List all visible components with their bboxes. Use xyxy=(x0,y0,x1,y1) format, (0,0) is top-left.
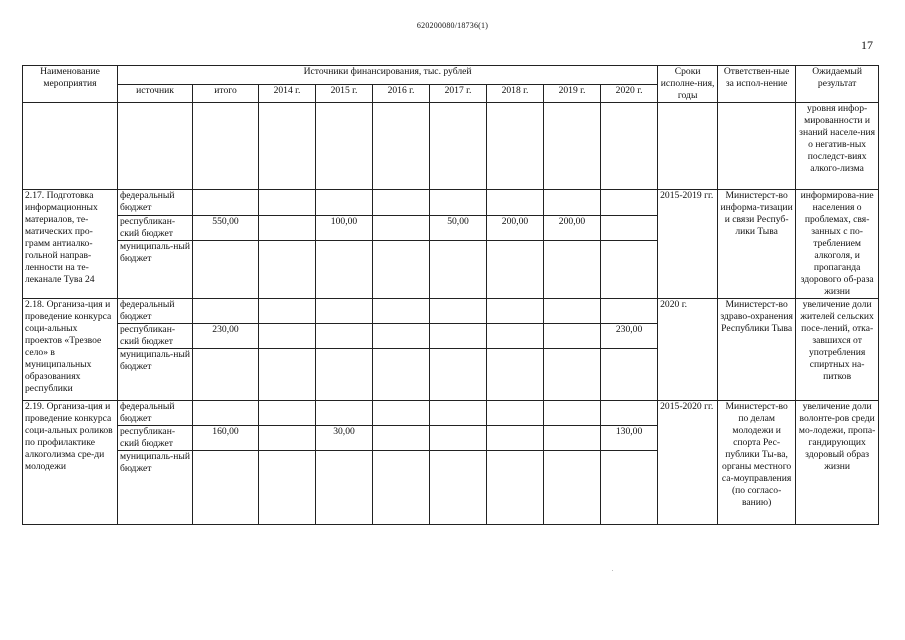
activity-term: 2015-2020 гг. xyxy=(658,401,718,525)
value-y2020: 230,00 xyxy=(601,324,658,349)
value-y2017 xyxy=(430,324,487,349)
value-y2017 xyxy=(430,299,487,324)
header-name: Наименование мероприятия xyxy=(23,66,118,103)
value-y2018: 200,00 xyxy=(487,215,544,241)
value-y2019 xyxy=(544,401,601,426)
value-y2016 xyxy=(373,349,430,401)
value-y2016 xyxy=(373,215,430,241)
value-y2018 xyxy=(487,190,544,216)
scan-speck xyxy=(612,570,613,571)
value-y2014 xyxy=(259,190,316,216)
header-year-2016: 2016 г. xyxy=(373,84,430,103)
total-value: 550,00 xyxy=(193,215,259,241)
source-municipal: муниципаль-ный бюджет xyxy=(118,241,193,299)
header-year-2015: 2015 г. xyxy=(316,84,373,103)
header-year-2017: 2017 г. xyxy=(430,84,487,103)
value-y2015 xyxy=(316,451,373,525)
activities-table xyxy=(22,65,879,525)
source-republican: республикан-ский бюджет xyxy=(118,426,193,451)
header-year-2019: 2019 г. xyxy=(544,84,601,103)
total-value xyxy=(193,190,259,216)
value-y2016 xyxy=(373,451,430,525)
value-y2015 xyxy=(316,324,373,349)
value-y2015 xyxy=(316,190,373,216)
value-y2014 xyxy=(259,349,316,401)
total-value: 230,00 xyxy=(193,324,259,349)
value-y2017: 50,00 xyxy=(430,215,487,241)
value-y2016 xyxy=(373,241,430,299)
value-y2016 xyxy=(373,299,430,324)
value-y2020 xyxy=(601,349,658,401)
value-y2018 xyxy=(487,299,544,324)
activity-responsible: Министерст-во по делам молодежи и спорта Рес-публики Ты-ва, органы местного са-моуправления (по согласо-ванию) xyxy=(718,401,796,525)
activity-name: 2.18. Организа-ция и проведение конкурса соци-альных проектов «Трезвое село» в муниципальных образованиях республики xyxy=(23,299,118,401)
value-y2020 xyxy=(601,241,658,299)
total-value: 160,00 xyxy=(193,426,259,451)
value-y2017 xyxy=(430,426,487,451)
total-value xyxy=(193,451,259,525)
value-y2018 xyxy=(487,401,544,426)
source-federal: федеральный бюджет xyxy=(118,401,193,426)
table-row xyxy=(23,299,879,324)
value-y2014 xyxy=(259,241,316,299)
value-y2016 xyxy=(373,426,430,451)
header-source: источник xyxy=(118,84,193,103)
value-y2018 xyxy=(487,349,544,401)
total-value xyxy=(193,299,259,324)
activity-responsible: Министерст-во здраво-охранения Республики Тыва xyxy=(718,299,796,401)
value-y2018 xyxy=(487,324,544,349)
activity-responsible: Министерст-во информа-тизации и связи Респуб-лики Тыва xyxy=(718,190,796,299)
value-y2020 xyxy=(601,451,658,525)
value-y2019 xyxy=(544,190,601,216)
activity-name: 2.19. Организа-ция и проведение конкурса соци-альных роликов по профилактике алкоголизма сре-ди молодежи xyxy=(23,401,118,525)
activity-name: 2.17. Подготовка информационных материалов, те-матических про-грамм антиалко-гольной направ-ленности на те-леканале Тува 24 xyxy=(23,190,118,299)
value-y2014 xyxy=(259,299,316,324)
value-y2017 xyxy=(430,241,487,299)
value-y2020 xyxy=(601,299,658,324)
value-y2017 xyxy=(430,349,487,401)
value-y2017 xyxy=(430,190,487,216)
value-y2015 xyxy=(316,241,373,299)
activity-term: 2015-2019 гг. xyxy=(658,190,718,299)
header-year-2018: 2018 г. xyxy=(487,84,544,103)
value-y2016 xyxy=(373,324,430,349)
activity-result: увеличение доли волонте-ров среди мо-лодежи, пропа-гандирующих здоровый образ жизни xyxy=(796,401,879,525)
continuation-row xyxy=(23,103,879,190)
value-y2014 xyxy=(259,401,316,426)
source-federal: федеральный бюджет xyxy=(118,299,193,324)
source-republican: республикан-ский бюджет xyxy=(118,215,193,241)
activity-result: информирова-ние населения о проблемах, свя-занных с по-треблением алкоголя, и пропаганда здорового об-раза жизни xyxy=(796,190,879,299)
header-total: итого xyxy=(193,84,259,103)
source-municipal: муниципаль-ный бюджет xyxy=(118,349,193,401)
header-responsible: Ответствен-ные за испол-нение xyxy=(718,66,796,103)
value-y2014 xyxy=(259,324,316,349)
value-y2015 xyxy=(316,299,373,324)
value-y2016 xyxy=(373,401,430,426)
value-y2017 xyxy=(430,451,487,525)
value-y2014 xyxy=(259,215,316,241)
header-year-2014: 2014 г. xyxy=(259,84,316,103)
value-y2019: 200,00 xyxy=(544,215,601,241)
value-y2020: 130,00 xyxy=(601,426,658,451)
value-y2015: 100,00 xyxy=(316,215,373,241)
value-y2019 xyxy=(544,451,601,525)
value-y2018 xyxy=(487,426,544,451)
value-y2019 xyxy=(544,349,601,401)
value-y2014 xyxy=(259,426,316,451)
total-value xyxy=(193,401,259,426)
value-y2014 xyxy=(259,451,316,525)
value-y2019 xyxy=(544,241,601,299)
table-row xyxy=(23,190,879,216)
value-y2019 xyxy=(544,324,601,349)
header-year-2020: 2020 г. xyxy=(601,84,658,103)
source-republican: республикан-ский бюджет xyxy=(118,324,193,349)
value-y2018 xyxy=(487,451,544,525)
value-y2015: 30,00 xyxy=(316,426,373,451)
header-result: Ожидаемый результат xyxy=(796,66,879,103)
value-y2015 xyxy=(316,401,373,426)
value-y2015 xyxy=(316,349,373,401)
value-y2017 xyxy=(430,401,487,426)
continuation-result: уровня инфор-мированности и знаний населе-ния о негатив-ных последст-виях алкого-лизма xyxy=(796,103,879,190)
value-y2020 xyxy=(601,215,658,241)
value-y2020 xyxy=(601,190,658,216)
source-federal: федеральный бюджет xyxy=(118,190,193,216)
activity-result: увеличение доли жителей сельских посе-лений, отка-завшихся от употребления спиртных на-питков xyxy=(796,299,879,401)
total-value xyxy=(193,349,259,401)
total-value xyxy=(193,241,259,299)
value-y2019 xyxy=(544,426,601,451)
header-financing: Источники финансирования, тыс. рублей xyxy=(118,66,658,85)
value-y2016 xyxy=(373,190,430,216)
header-terms: Сроки исполне-ния, годы xyxy=(658,66,718,103)
page-number: 17 xyxy=(861,38,873,52)
value-y2020 xyxy=(601,401,658,426)
value-y2019 xyxy=(544,299,601,324)
value-y2018 xyxy=(487,241,544,299)
document-id: 620200080/18736(1) xyxy=(416,21,489,30)
activity-term: 2020 г. xyxy=(658,299,718,401)
table-row xyxy=(23,401,879,426)
source-municipal: муниципаль-ный бюджет xyxy=(118,451,193,525)
